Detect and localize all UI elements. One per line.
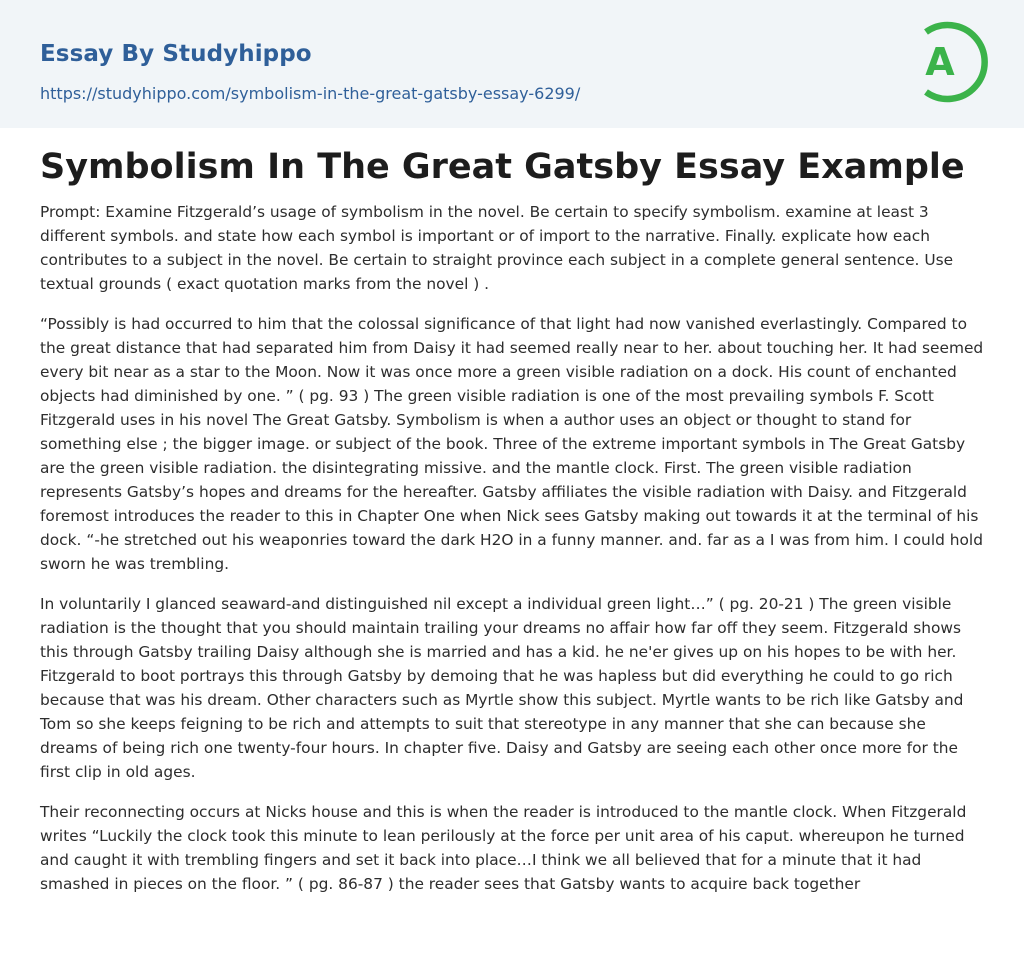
essay-paragraph: In voluntarily I glanced seaward-and distinguished nil except a individual green light…” ( pg. 20-21 ) The green visible radiation is the thought that you should maintain trailing your dreams no affair how far off they seem. Fitzgerald shows this through Gatsby trailing Daisy although she is married and has a kid. he ne'er gives up on his hopes to be with her. Fitzgerald to boot portrays this through Gatsby by demoing that he was hapless but did everything he could to go rich because that was his dream. Other characters such as Myrtle show this subject. Myrtle wants to be rich like Gatsby and Tom so she keeps feigning to be rich and attempts to suit that stereotype in any manner that she can because she dreams of being rich one twenty-four hours. In chapter five. Daisy and Gatsby are seeing each other once more for the first clip in old ages.: [40, 595, 964, 781]
logo-letter: A: [925, 40, 955, 84]
essay-paragraph: Prompt: Examine Fitzgerald’s usage of symbolism in the novel. Be certain to specify symbolism. examine at least 3 different symbols. and state how each symbol is important or of import to the narrative. Finally. explicate how each contributes to a subject in the novel. Be certain to straight province each subject in a complete general sentence. Use textual grounds ( exact quotation marks from the novel ) .: [40, 203, 954, 293]
page-title: Symbolism In The Great Gatsby Essay Example: [40, 147, 965, 187]
essay-paragraph: Their reconnecting occurs at Nicks house and this is when the reader is introduced to the mantle clock. When Fitzgerald writes “Luckily the clock took this minute to lean perilously at the force per unit area of his caput. whereupon he turned and caught it with trembling fingers and set it back into place…I think we all believed that for a minute that it had smashed in pieces on the floor. ” ( pg. 86-87 ) the reader sees that Gatsby wants to acquire back together: [40, 803, 967, 893]
essay-content: [40, 200, 986, 912]
essay-paragraph: “Possibly is had occurred to him that the colossal significance of that light had now vanished everlastingly. Compared to the great distance that had separated him from Daisy it had seemed really near to her. about touching her. It had seemed every bit near as a star to the Moon. Now it was once more a green visible radiation on a dock. His count of enchanted objects had diminished by one. ” ( pg. 93 ) The green visible radiation is one of the most prevailing symbols F. Scott Fitzgerald uses in his novel The Great Gatsby. Symbolism is when a author uses an object or thought to stand for something else ; the bigger image. or subject of the book. Three of the extreme important symbols in The Great Gatsby are the green visible radiation. the disintegrating missive. and the mantle clock. First. The green visible radiation represents Gatsby’s hopes and dreams for the hereafter. Gatsby affiliates the visible radiation with Daisy. and Fitzgerald foremost introduces the reader to this in Chapter One when Nick sees Gatsby making out towards it at the terminal of his dock. “-he stretched out his weaponries toward the dark H2O in a funny manner. and. far as a I was from him. I could hold sworn he was trembling.: [40, 315, 984, 573]
site-header: [0, 0, 1024, 128]
studyhippo-logo-icon[interactable]: [908, 19, 988, 105]
site-brand[interactable]: Essay By Studyhippo: [40, 41, 312, 67]
page-url-link[interactable]: https://studyhippo.com/symbolism-in-the-great-gatsby-essay-6299/: [40, 84, 581, 103]
